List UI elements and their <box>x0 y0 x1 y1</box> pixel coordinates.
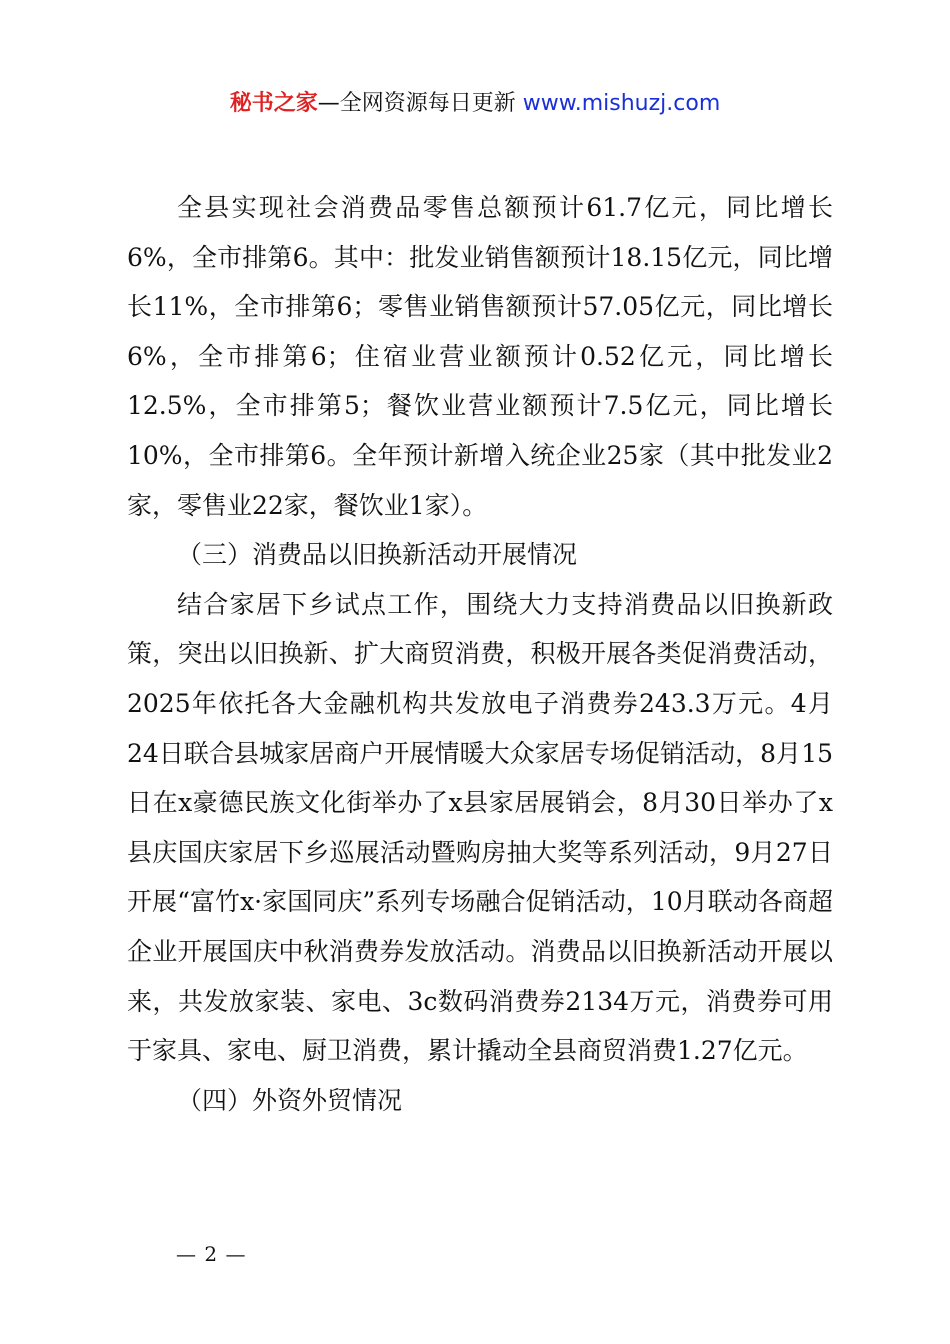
page-number: — 2 — <box>176 1242 247 1266</box>
site-header <box>0 88 950 120</box>
section-heading-foreign-trade: （四）外资外贸情况 <box>177 1085 403 1115</box>
paragraph-trade-in-activities: 结合家居下乡试点工作，围绕大力支持消费品以旧换新政策，突出以旧换新、扩大商贸消费，积极开展各类促消费活动，2025年依托各大金融机构共发放电子消费券243.3万元。4月24日联合县城家居商户开展情暖大众家居专场促销活动，8月15日在x豪德民族文化街举办了x县家居展销会，8月30日举办了x县庆国庆家居下乡巡展活动暨购房抽大奖等系列活动，9月27日开展“富竹x·家国同庆”系列专场融合促销活动，10月联动各商超企业开展国庆中秋消费券发放活动。消费品以旧换新活动开展以来，共发放家装、家电、3c数码消费券2134万元，消费券可用于家具、家电、厨卫消费，累计撬动全县商贸消费1.27亿元。 <box>127 589 833 1066</box>
site-url[interactable]: www.mishuzj.com <box>522 91 721 116</box>
document-body <box>127 183 833 1125</box>
brand-name: 秘书之家 <box>229 91 318 116</box>
paragraph-retail-sales: 全县实现社会消费品零售总额预计61.7亿元，同比增长6%，全市排第6。其中：批发业销售额预计18.15亿元，同比增长11%，全市排第6；零售业销售额预计57.05亿元，同比增长6%，全市排第6；住宿业营业额预计0.52亿元，同比增长12.5%，全市排第5；餐饮业营业额预计7.5亿元，同比增长10%，全市排第6。全年预计新增入统企业25家（其中批发业2家，零售业22家，餐饮业1家）。 <box>127 193 833 520</box>
header-slogan: —全网资源每日更新 <box>317 91 516 116</box>
section-heading-trade-in: （三）消费品以旧换新活动开展情况 <box>177 540 578 570</box>
